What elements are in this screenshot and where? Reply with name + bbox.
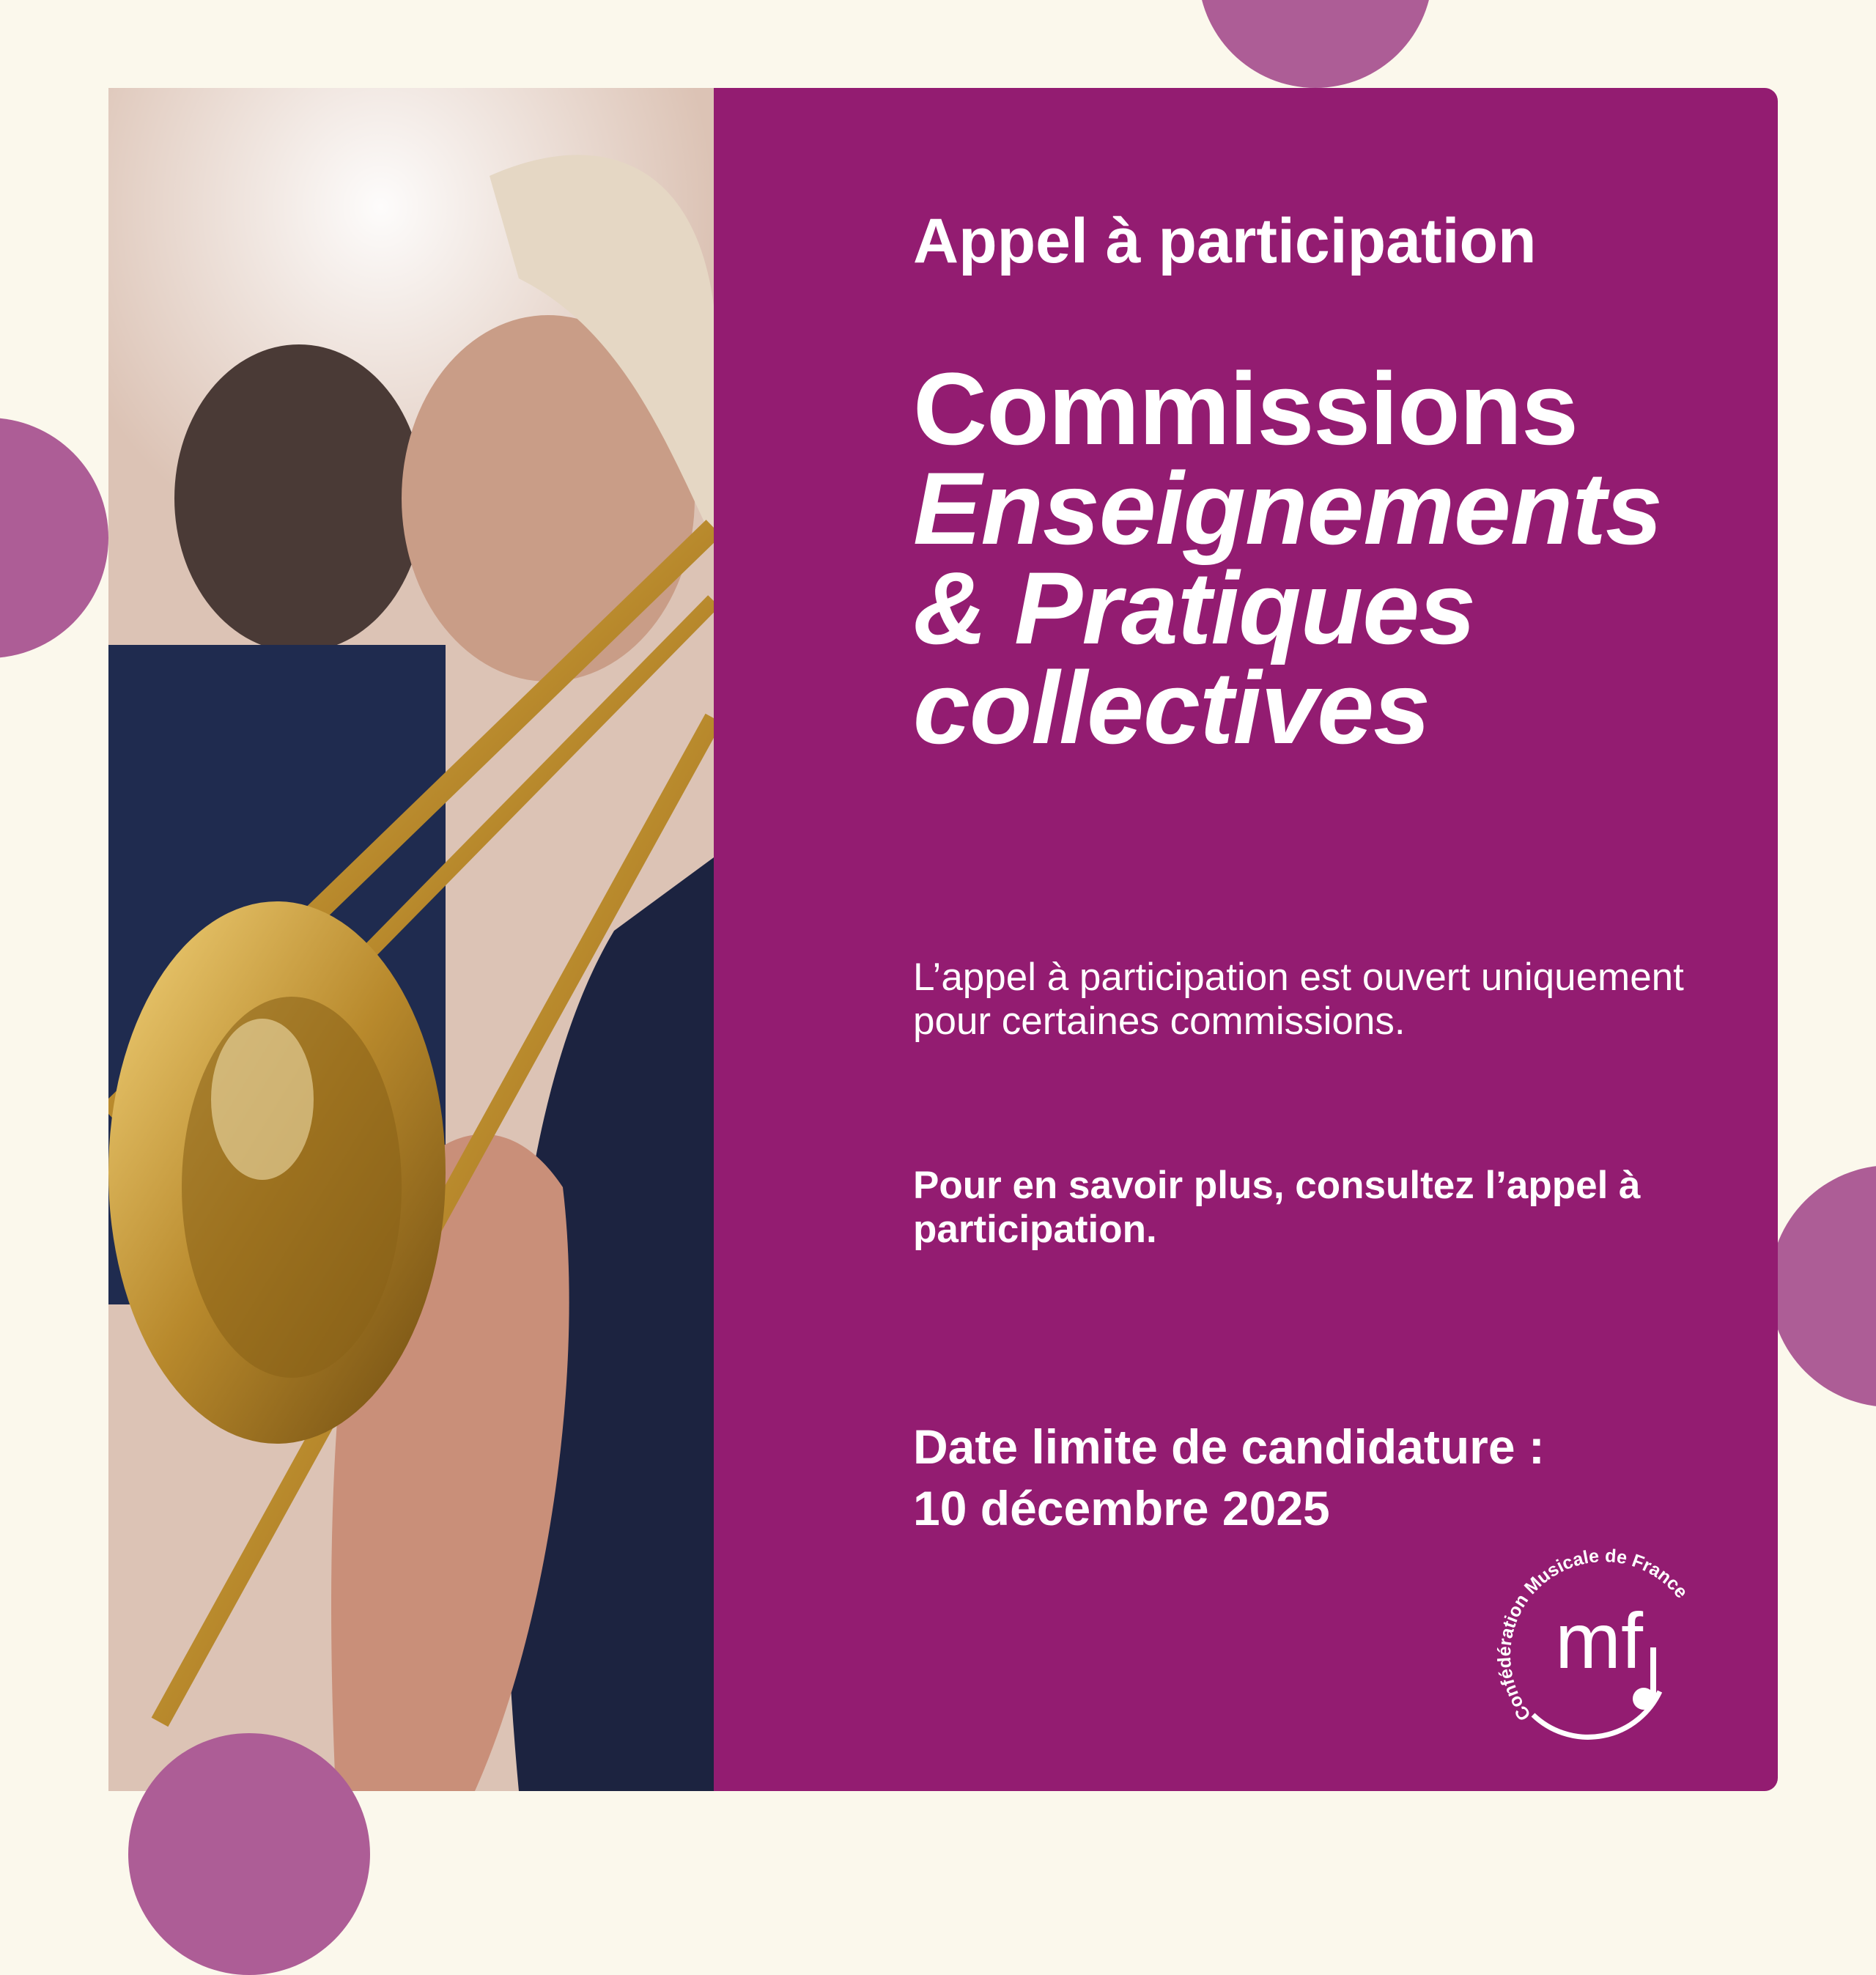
headline-line-4: collectives <box>913 650 1430 765</box>
description-paragraph: L’appel à participation est ouvert uniquement pour certaines commissions. <box>913 956 1684 1043</box>
headline-line-1: Commissions <box>913 351 1578 466</box>
logo-monogram: mf <box>1555 1596 1643 1685</box>
more-info-paragraph: Pour en savoir plus, consultez l’appel à participation. <box>913 1164 1641 1251</box>
trombone-player-photo <box>108 88 714 1791</box>
kicker-title: Appel à participation <box>913 206 1537 276</box>
deadline-label: Date limite de candidature : <box>913 1420 1545 1474</box>
headline <box>913 351 1662 765</box>
deadline-date: 10 décembre 2025 <box>913 1481 1330 1535</box>
decorative-circle-right <box>1770 1165 1876 1407</box>
headline-line-3: & Pratiques <box>913 550 1475 665</box>
logo-arc-text: Confédération Musicale de France <box>1493 1545 1692 1725</box>
photo-illustration <box>108 88 714 1791</box>
headline-line-2: Enseignements <box>913 451 1662 566</box>
info-panel <box>714 88 1778 1791</box>
decorative-circle-top <box>1198 0 1433 88</box>
deadline <box>913 1416 1756 1539</box>
decorative-circle-bottom <box>128 1733 370 1975</box>
decorative-circle-left <box>0 418 108 658</box>
poster-card <box>108 88 1778 1791</box>
cmf-logo <box>1488 1524 1707 1744</box>
